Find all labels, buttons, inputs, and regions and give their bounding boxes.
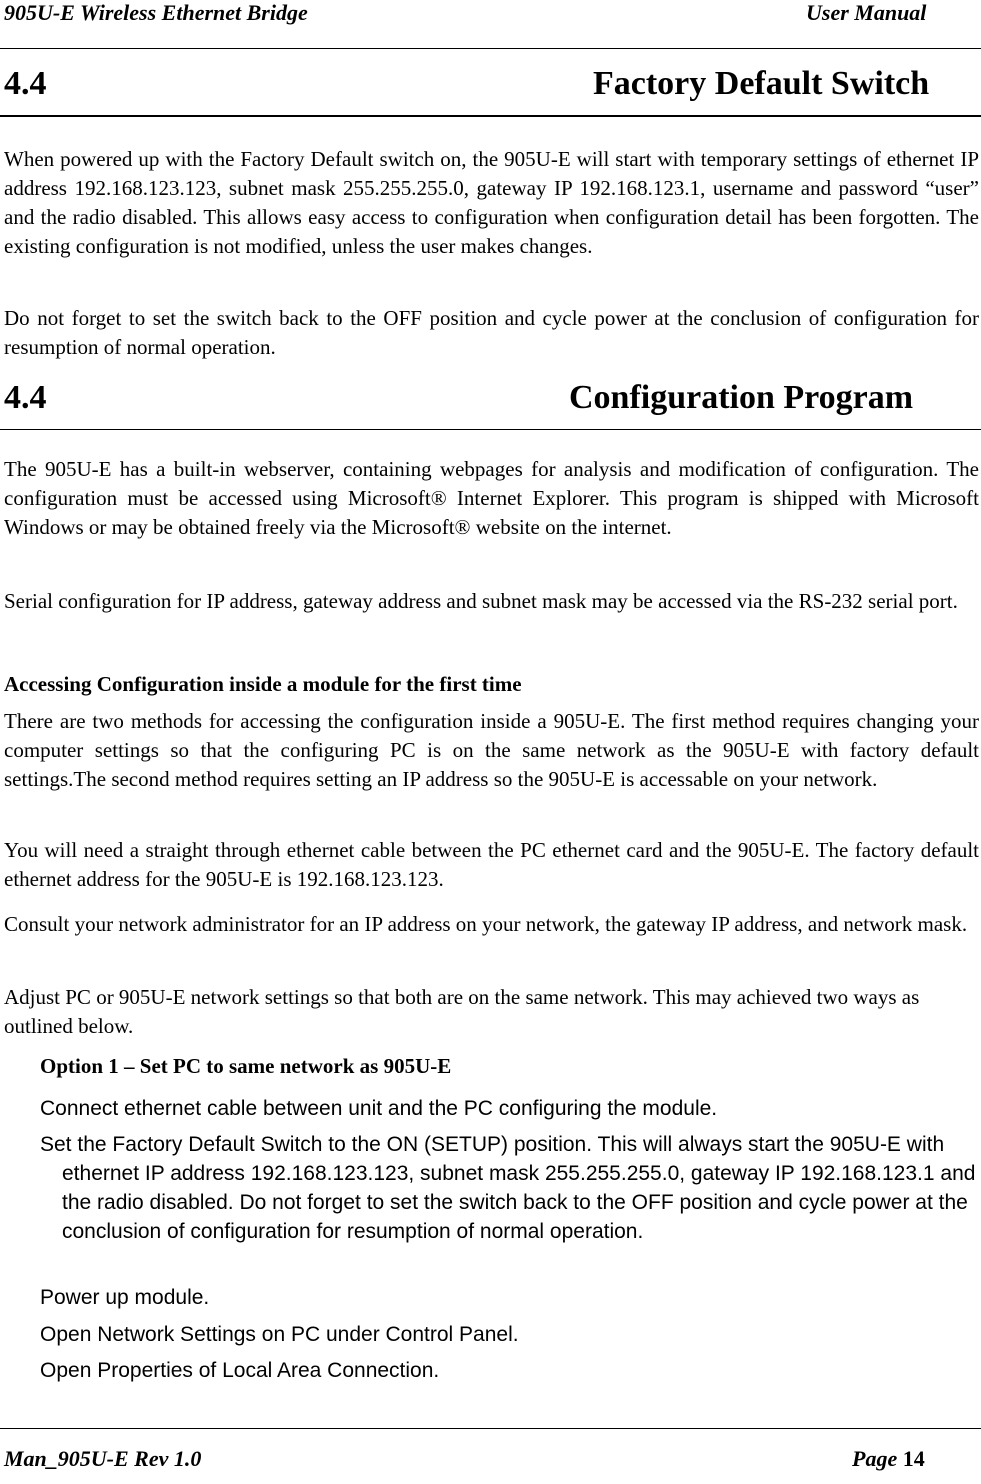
section-title: Factory Default Switch <box>593 65 930 102</box>
list-item: Set the Factory Default Switch to the ON (SETUP) position. This will always start the 905U-E with ethernet IP address 192.168.123.123, subnet mask 255.255.255.0, gateway IP 192.168.123.1 and the radio disabled. Do not forget to set the switch back to the OFF position and cycle power at the conclusion of configuration for resumption of normal operation. <box>40 1133 976 1243</box>
list-item: Connect ethernet cable between unit and the PC configuring the module. <box>40 1097 718 1120</box>
footer-document-id: Man_905U-E Rev 1.0 <box>4 1446 202 1471</box>
paragraph: Consult your network administrator for an IP address on your network, the gateway IP address, and network mask. <box>4 912 968 936</box>
page-number-value: 14 <box>902 1446 925 1471</box>
paragraph: Serial configuration for IP address, gateway address and subnet mask may be accessed via the RS-232 serial port. <box>4 589 958 613</box>
paragraph: The 905U-E has a built-in webserver, containing webpages for analysis and modification of configuration. The configuration must be accessed using Microsoft® Internet Explorer. This program is shipped with Microsoft Windows or may be obtained freely via the Microsoft® website on the internet. <box>4 457 979 539</box>
running-header-title: 905U-E Wireless Ethernet Bridge <box>4 0 308 25</box>
section-rule <box>0 429 981 430</box>
running-header-manual: User Manual <box>806 0 927 25</box>
page-number <box>852 1446 925 1472</box>
list-item: Open Properties of Local Area Connection. <box>40 1359 440 1382</box>
option-heading: Option 1 – Set PC to same network as 905U-E <box>40 1054 452 1078</box>
section-number: 4.4 <box>4 65 47 102</box>
list-item: Power up module. <box>40 1286 210 1309</box>
header-rule <box>0 48 981 49</box>
section-rule <box>0 115 981 117</box>
paragraph: Do not forget to set the switch back to the OFF position and cycle power at the conclusion of configuration for resumption of normal operation. <box>4 306 979 359</box>
paragraph: Adjust PC or 905U-E network settings so that both are on the same network. This may achieved two ways as outlined below. <box>4 985 920 1038</box>
paragraph: When powered up with the Factory Default switch on, the 905U-E will start with temporary settings of ethernet IP address 192.168.123.123, subnet mask 255.255.255.0, gateway IP 192.168.123.1, username and password “user” and the radio disabled. This allows easy access to configuration when configuration detail has been forgotten. The existing configuration is not modified, unless the user makes changes. <box>4 147 979 258</box>
section-title: Configuration Program <box>569 379 914 416</box>
footer-rule <box>0 1428 981 1429</box>
section-number: 4.4 <box>4 379 47 416</box>
page-label: Page <box>852 1446 898 1471</box>
list-item: Open Network Settings on PC under Control Panel. <box>40 1323 519 1346</box>
paragraph: There are two methods for accessing the configuration inside a 905U-E. The first method requires changing your computer settings so that the configuring PC is on the same network as the 905U-E with factory default settings.The second method requires setting an IP address so the 905U-E is accessable on your network. <box>4 709 979 791</box>
paragraph: You will need a straight through ethernet cable between the PC ethernet card and the 905U-E. The factory default ethernet address for the 905U-E is 192.168.123.123. <box>4 838 979 891</box>
subheading: Accessing Configuration inside a module for the first time <box>4 672 522 696</box>
